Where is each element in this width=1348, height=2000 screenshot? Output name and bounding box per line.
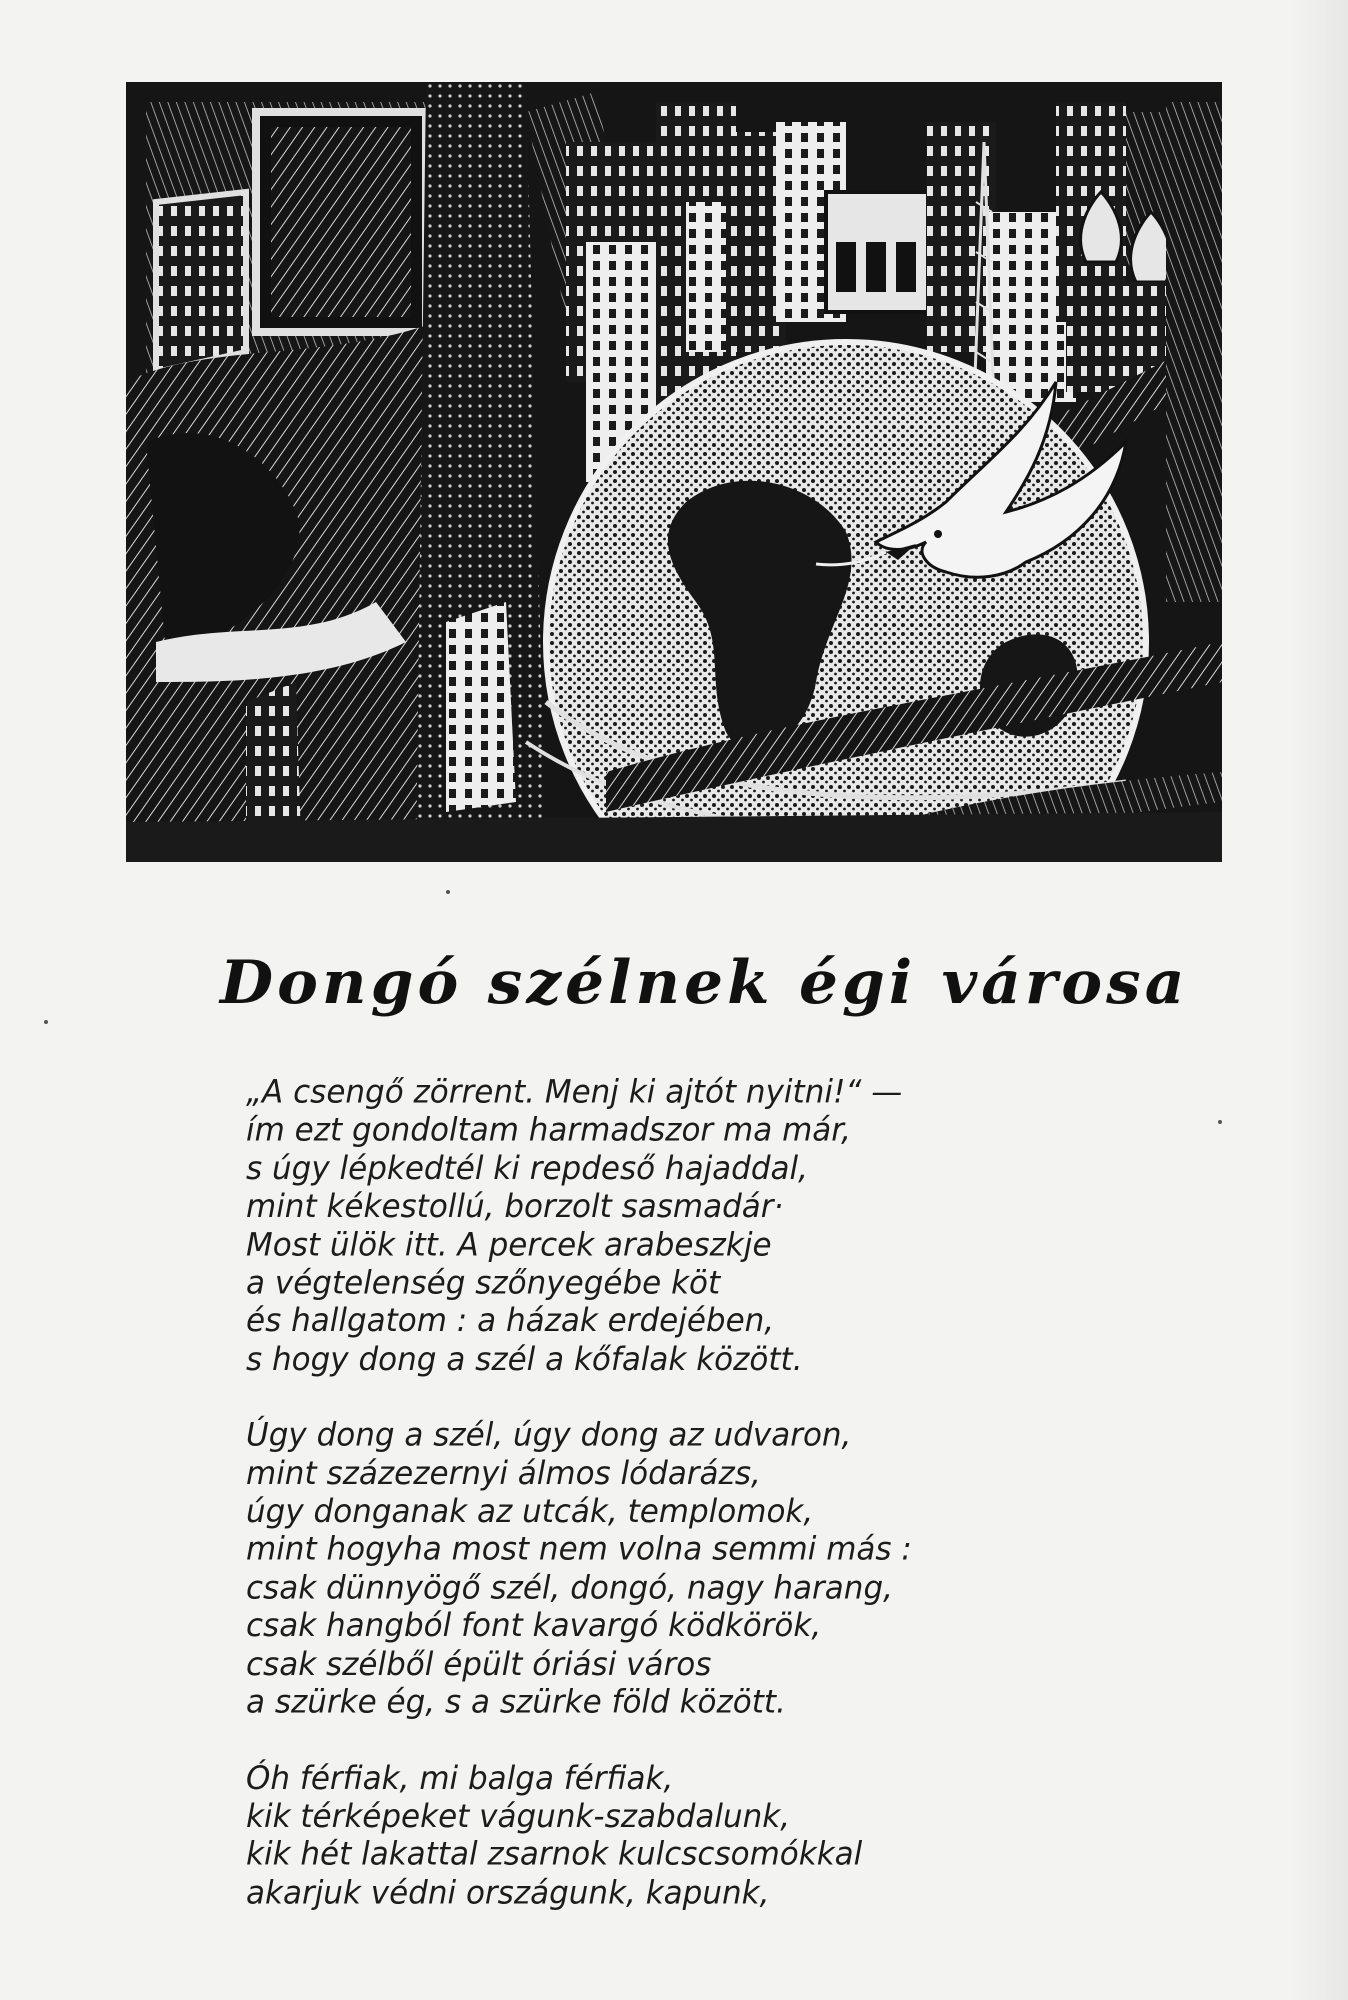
poem-line: mint hogyha most nem volna semmi más : xyxy=(246,1531,912,1569)
poem-line: mint százezernyi álmos lódarázs, xyxy=(246,1455,761,1492)
poem-line: s úgy lépkedtél ki repdeső hajaddal, xyxy=(246,1150,808,1188)
stanza xyxy=(246,1417,1066,1722)
print-speck xyxy=(44,1020,48,1024)
poem-line: mint kékestollú, borzolt sasmadár· xyxy=(246,1188,784,1226)
poem-line: Most ülök itt. A percek arabeszkje xyxy=(246,1226,772,1264)
woodcut-illustration-svg xyxy=(126,82,1222,862)
poem-line: „A csengő zörrent. Menj ki ajtót nyitni!“ — xyxy=(246,1074,903,1111)
poem-line: kik térképeket vágunk-szabdalunk, xyxy=(246,1798,791,1835)
poem-title: Dongó szélnek égi városa xyxy=(220,948,1189,1018)
poem-line: és hallgatom : a házak erdejében, xyxy=(246,1302,775,1340)
poem-line: csak dünnyögő szél, dongó, nagy harang, xyxy=(246,1569,893,1607)
poem-body xyxy=(246,1074,1066,1950)
stanza xyxy=(246,1074,1066,1379)
poem-line: Úgy dong a szél, úgy dong az udvaron, xyxy=(246,1416,852,1454)
print-speck xyxy=(1218,1120,1222,1124)
poem-line: a végtelenség szőnyegébe köt xyxy=(246,1264,721,1302)
poem-line: csak hangból font kavargó ködkörök, xyxy=(246,1607,822,1645)
poem-line: Óh férfiak, mi balga férfiak, xyxy=(246,1759,674,1797)
poem-line: s hogy dong a szél a kőfalak között. xyxy=(246,1341,803,1378)
woodcut-illustration xyxy=(126,82,1222,862)
poem-line: csak szélből épült óriási város xyxy=(246,1645,712,1683)
poem-line: kik hét lakattal zsarnok kulcscsomókkal xyxy=(246,1836,863,1873)
page-edge-shadow xyxy=(1288,0,1348,2000)
poem-line: akarjuk védni országunk, kapunk, xyxy=(246,1874,770,1912)
stanza xyxy=(246,1760,1066,1913)
poem-line: úgy donganak az utcák, templomok, xyxy=(246,1493,814,1531)
print-speck xyxy=(446,890,450,894)
poem-line: a szürke ég, s a szürke föld között. xyxy=(246,1684,786,1721)
poem-line: ím ezt gondoltam harmadszor ma már, xyxy=(246,1112,852,1149)
